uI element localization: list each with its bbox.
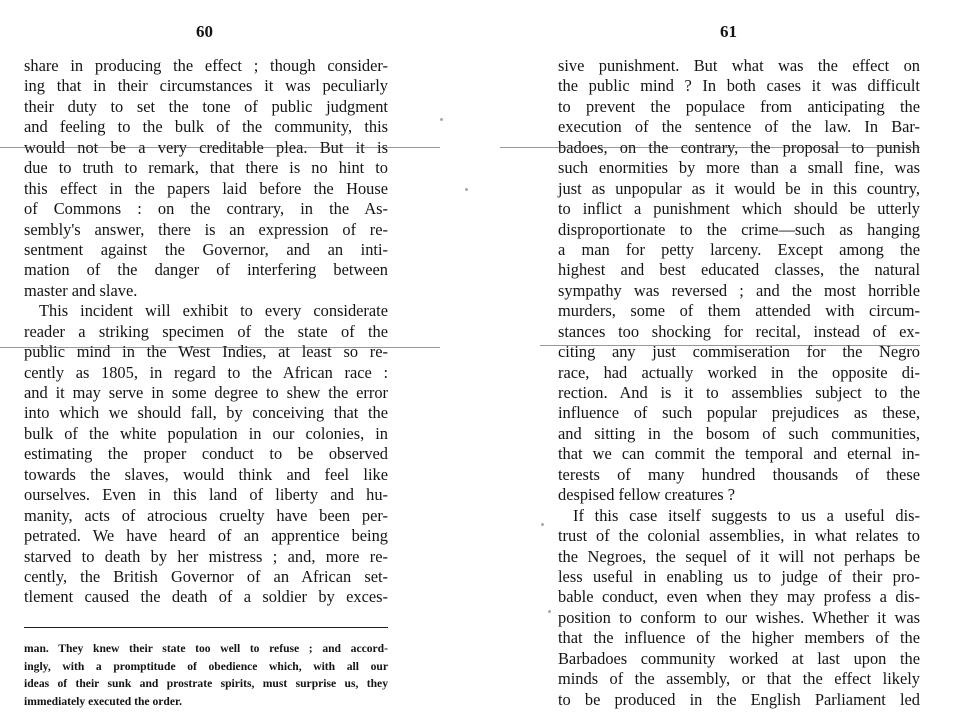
- scan-artifact-line: [0, 347, 440, 348]
- text-line: sembly's answer, there is an expression of re-: [24, 219, 388, 239]
- text-line: minds of the assembly, or that the effect likely: [558, 669, 920, 689]
- left-page-number: 60: [196, 22, 213, 41]
- left-page: [0, 0, 470, 728]
- text-line: and feeling to the bulk of the community, this: [24, 117, 388, 137]
- text-line: to inflict a punishment which should be utterly: [558, 199, 920, 219]
- text-line: sympathy was reversed ; and the most horrible: [558, 280, 920, 300]
- text-line: the Negroes, the sequel of it will not perhaps be: [558, 546, 920, 566]
- scan-artifact-line: [0, 147, 440, 148]
- text-line: execution of the sentence of the law. In Bar-: [558, 117, 920, 137]
- text-line: disproportionate to the crime—such as hanging: [558, 219, 920, 239]
- scan-artifact-line: [500, 147, 920, 148]
- scan-speck: [548, 610, 551, 613]
- text-line: murders, some of them attended with circum-: [558, 301, 920, 321]
- text-line: citing any just commiseration for the Negro: [558, 342, 920, 362]
- footnote-line: ideas of their sunk and prostrate spirits, must surprise us, they: [24, 677, 388, 690]
- footnote-divider: [24, 627, 388, 628]
- scan-speck: [465, 188, 468, 191]
- text-line: and sitting in the bosom of such communities,: [558, 423, 920, 443]
- text-line: Barbadoes community worked at last upon the: [558, 648, 920, 668]
- text-line: cently, the British Governor of an African set-: [24, 566, 388, 586]
- text-line: influence of such popular prejudices as these,: [558, 403, 920, 423]
- text-line: just as unpopular as it would be in this country,: [558, 178, 920, 198]
- text-line: badoes, on the contrary, the proposal to punish: [558, 137, 920, 157]
- text-line: and it may serve in some degree to shew the error: [24, 383, 388, 402]
- text-line: such enormities by more than a small fine, was: [558, 158, 920, 178]
- text-line: reader a striking specimen of the state of the: [24, 321, 388, 341]
- text-line: highest and best educated classes, the natural: [558, 260, 920, 280]
- text-line: this effect in the papers laid before the House: [24, 178, 388, 198]
- text-line: petrated. We have heard of an apprentice being: [24, 526, 388, 546]
- right-body-text: [558, 56, 920, 710]
- text-line: that the influence of the higher members of the: [558, 628, 920, 648]
- scan-speck: [541, 523, 544, 526]
- text-line: less useful in enabling us to judge of their pro-: [558, 566, 920, 586]
- text-line: public mind in the West Indies, at least so re-: [24, 342, 388, 362]
- text-line: master and slave.: [24, 280, 138, 300]
- text-line: to prevent the populace from anticipating the: [558, 96, 920, 116]
- text-line: This incident will exhibit to every considerate: [39, 301, 388, 321]
- scan-artifact-line: [540, 345, 920, 346]
- text-line: the public mind ? In both cases it was difficult: [558, 76, 920, 96]
- text-line: terests of many hundred thousands of these: [558, 464, 920, 484]
- text-line: tlement caused the death of a soldier by exces-: [24, 587, 388, 607]
- text-line: cently as 1805, in regard to the African race :: [24, 362, 388, 382]
- text-line: due to truth to remark, that there is no hint to: [24, 158, 388, 178]
- right-page-number: 61: [720, 22, 737, 41]
- left-body-text: [24, 56, 388, 608]
- text-line: mation of the danger of interfering between: [24, 260, 388, 280]
- text-line: estimating the proper conduct to be observed: [24, 444, 388, 464]
- text-line: sive punishment. But what was the effect on: [558, 56, 920, 75]
- text-line: bable conduct, even when they may profess a dis-: [558, 587, 920, 607]
- text-line: despised fellow creatures ?: [558, 485, 736, 505]
- text-line: sentment against the Governor, and an inti-: [24, 239, 388, 259]
- text-line: rection. And is it to assemblies subject to the: [558, 383, 920, 402]
- text-line: into which we should fall, by conceiving that the: [24, 403, 388, 423]
- text-line: position to conform to our wishes. Whether it was: [558, 607, 920, 627]
- footnote-line: immediately executed the order.: [24, 694, 182, 708]
- text-line: share in producing the effect ; though consider-: [24, 56, 388, 75]
- text-line: race, had actually worked in the opposite di-: [558, 362, 920, 382]
- text-line: a man for petty larceny. Except among the: [558, 239, 920, 259]
- text-line: bulk of the white population in our colonies, in: [24, 423, 388, 443]
- text-line: manity, acts of atrocious cruelty have been per-: [24, 505, 388, 525]
- footnote-line: man. They knew their state too well to refuse ; and accord-: [24, 642, 388, 655]
- text-line: ourselves. Even in this land of liberty and hu-: [24, 485, 388, 505]
- text-line: to be produced in the English Parliament led: [558, 689, 920, 709]
- footnote: [24, 640, 388, 710]
- text-line: towards the slaves, would think and feel like: [24, 464, 388, 484]
- text-line: of Commons : on the contrary, in the As-: [24, 199, 388, 219]
- text-line: ing that in their circumstances it was peculiarly: [24, 76, 388, 96]
- text-line: would not be a very creditable plea. But it is: [24, 137, 388, 157]
- text-line: If this case itself suggests to us a useful dis-: [573, 505, 920, 525]
- scan-speck: [440, 118, 443, 121]
- text-line: that we can commit the temporal and eternal in-: [558, 444, 920, 464]
- footnote-line: ingly, with a promptitude of obedience which, with all our: [24, 659, 388, 673]
- text-line: their duty to set the tone of public judgment: [24, 96, 388, 116]
- text-line: trust of the colonial assemblies, in what relates to: [558, 526, 920, 546]
- text-line: starved to death by her mistress ; and, more re-: [24, 546, 388, 566]
- right-page: [490, 0, 980, 728]
- text-line: stances too shocking for recital, instead of ex-: [558, 321, 920, 341]
